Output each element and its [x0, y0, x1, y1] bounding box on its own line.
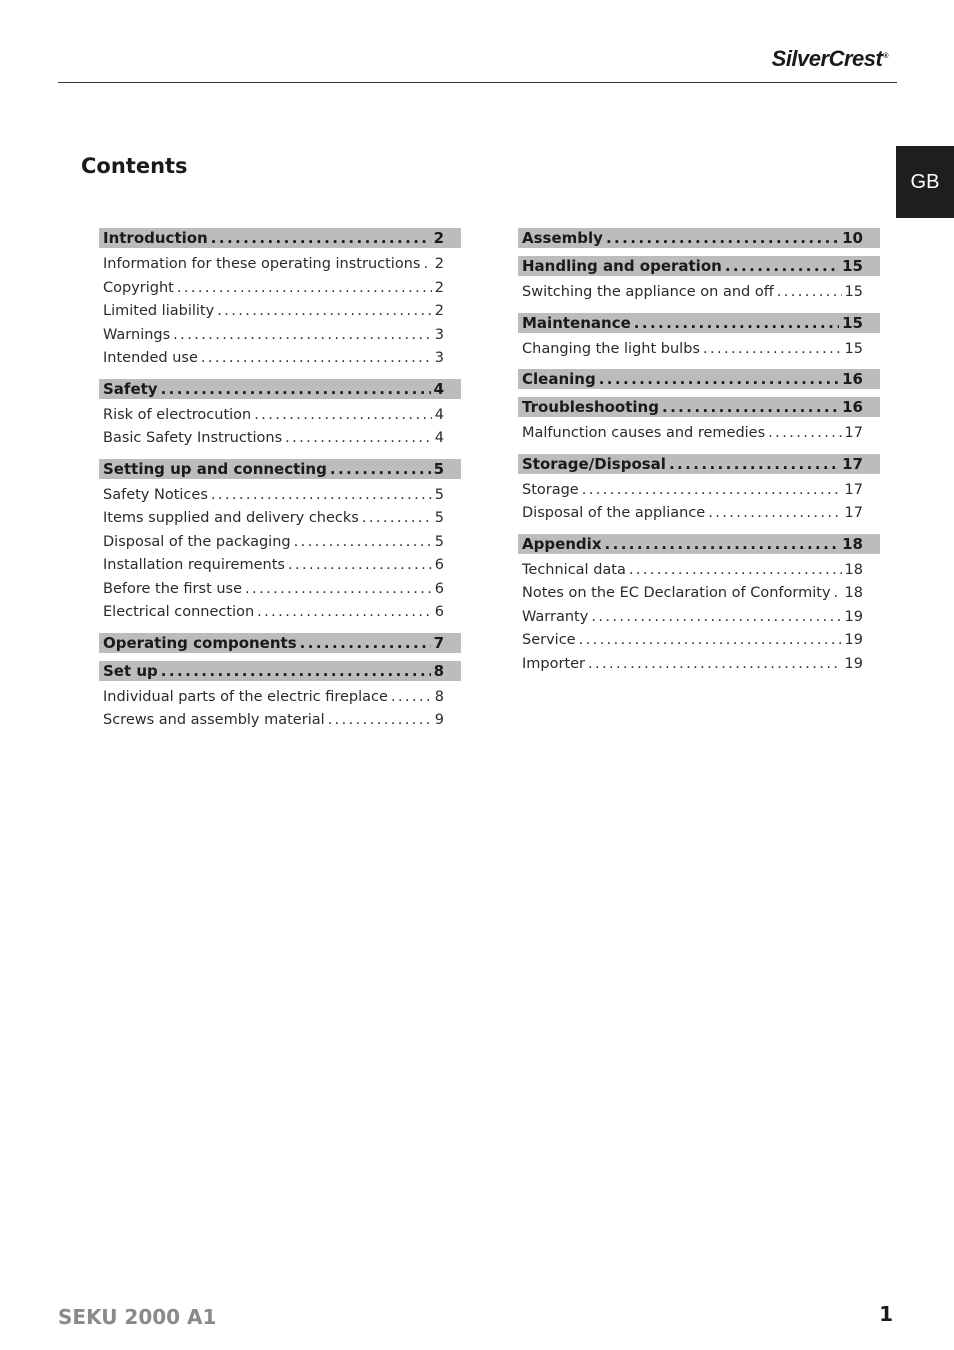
toc-entry-label: Intended use: [103, 350, 198, 366]
toc-section-cleaning: [518, 369, 880, 389]
toc-entry-label: Safety Notices: [103, 486, 208, 503]
footer-page-number: 1: [879, 1302, 893, 1326]
toc-entry-label: Copyright: [103, 279, 174, 296]
dot-leader: [629, 559, 842, 583]
toc-section-page: 15: [842, 257, 863, 275]
toc-section-heading[interactable]: [99, 228, 461, 248]
toc-entry-label: Warranty: [522, 608, 589, 625]
dot-leader: [211, 228, 431, 248]
toc-section-heading[interactable]: [518, 369, 880, 389]
toc-section-setting-up-and-connecting: [99, 459, 461, 625]
toc-entry[interactable]: [518, 338, 880, 362]
header-divider: [58, 82, 897, 83]
toc-section-page: 16: [842, 398, 863, 416]
toc-section-page: 18: [842, 534, 863, 553]
toc-entry-page: 9: [434, 712, 444, 728]
toc-section-page: 7: [433, 633, 444, 652]
toc-entry-label: Basic Safety Instructions: [103, 430, 283, 446]
toc-section-title: Set up: [103, 661, 158, 680]
toc-entry-label: Disposal of the packaging: [103, 533, 291, 550]
toc-entry[interactable]: [518, 281, 880, 305]
toc-entry-page: 17: [844, 425, 863, 441]
dot-leader: [294, 531, 432, 555]
dot-leader: [582, 479, 842, 503]
toc-entry-page: 17: [844, 481, 863, 498]
toc-entry-label: Screws and assembly material: [103, 712, 325, 728]
toc-entry-page: 19: [844, 608, 863, 625]
brand-logo: [772, 46, 888, 72]
toc-section-heading[interactable]: [518, 397, 880, 417]
toc-entry-label: Information for these operating instructions: [103, 256, 421, 272]
toc-section-title: Setting up and connecting: [103, 459, 327, 478]
toc-entry[interactable]: [99, 347, 461, 371]
dot-leader: [599, 369, 839, 389]
toc-entry[interactable]: [99, 507, 461, 531]
toc-entry-label: Malfunction causes and remedies: [522, 425, 766, 441]
toc-entry-page: 19: [844, 655, 863, 672]
toc-entry[interactable]: [99, 578, 461, 602]
toc-entry-page: 3: [434, 326, 444, 343]
toc-section-page: 10: [842, 229, 863, 247]
toc-entry-label: Switching the appliance on and off: [522, 284, 774, 300]
toc-entry[interactable]: [99, 484, 461, 508]
toc-entry-label: Installation requirements: [103, 557, 285, 573]
toc-entry-page: 18: [844, 561, 863, 578]
toc-entry-page: 2: [434, 303, 444, 319]
toc-entry-label: Warnings: [103, 326, 171, 343]
toc-entry[interactable]: [518, 653, 880, 677]
toc-entry-label: Service: [522, 632, 576, 648]
toc-entry-label: Risk of electrocution: [103, 406, 252, 423]
toc-entry[interactable]: [518, 502, 880, 526]
toc-entry-page: 19: [844, 632, 863, 648]
toc-entry-label: Technical data: [522, 561, 626, 578]
toc-entry-page: 4: [434, 406, 444, 423]
footer-model-name: SEKU 2000 A1: [58, 1305, 217, 1329]
dot-leader: [300, 633, 431, 653]
toc-entry-page: 6: [434, 604, 444, 620]
toc-section-title: Introduction: [103, 229, 208, 247]
dot-leader: [777, 281, 842, 305]
toc-entry-page: 18: [844, 585, 863, 601]
toc-entry[interactable]: [99, 324, 461, 348]
dot-leader: [245, 578, 432, 602]
toc-section-page: 5: [433, 459, 444, 478]
toc-section-heading[interactable]: [518, 454, 880, 474]
dot-leader: [330, 459, 431, 479]
toc-section-storage-disposal: [518, 454, 880, 526]
toc-entry-page: 15: [844, 284, 863, 300]
toc-section-maintenance: [518, 313, 880, 362]
dot-leader: [161, 661, 431, 681]
dot-leader: [606, 228, 839, 248]
toc-entry[interactable]: [99, 601, 461, 625]
dot-leader: [173, 324, 432, 348]
dot-leader: [285, 427, 432, 451]
toc-entry[interactable]: [99, 686, 461, 710]
toc-entry-page: 5: [434, 533, 444, 550]
toc-section-title: Maintenance: [522, 313, 631, 332]
toc-section-page: 17: [842, 454, 863, 473]
toc-entry-page: 4: [434, 430, 444, 446]
dot-leader: [634, 313, 839, 333]
toc-entry-label: Importer: [522, 655, 586, 672]
toc-section-page: 4: [433, 379, 444, 398]
toc-entry[interactable]: [99, 404, 461, 428]
toc-section-title: Safety: [103, 379, 158, 398]
toc-entry[interactable]: [99, 253, 461, 277]
toc-entry-page: 5: [434, 510, 444, 526]
toc-entry-page: 5: [434, 486, 444, 503]
toc-entry[interactable]: [518, 422, 880, 446]
toc-section-assembly: [518, 228, 880, 248]
toc-section-safety: [99, 379, 461, 451]
toc-section-heading[interactable]: [518, 256, 880, 276]
dot-leader: [605, 534, 840, 554]
dot-leader: [725, 256, 839, 276]
toc-section-heading[interactable]: [99, 661, 461, 681]
toc-column-left: [99, 228, 461, 741]
toc-entry-label: Changing the light bulbs: [522, 340, 700, 357]
toc-entry[interactable]: [518, 582, 880, 606]
dot-leader: [662, 397, 839, 417]
dot-leader: [288, 554, 432, 578]
toc-entry-label: Individual parts of the electric fireplace: [103, 688, 388, 705]
toc-entry-page: 6: [434, 557, 444, 573]
dot-leader: [177, 277, 432, 301]
toc-entry[interactable]: [99, 427, 461, 451]
toc-entry-label: Disposal of the appliance: [522, 505, 706, 521]
toc-entry[interactable]: [99, 709, 461, 733]
dot-leader: [211, 484, 432, 508]
toc-entry-page: 15: [844, 340, 863, 357]
dot-leader: [669, 454, 839, 474]
toc-entry-page: 8: [434, 688, 444, 705]
registered-mark: ®: [883, 52, 888, 60]
page-title: Contents: [81, 154, 188, 178]
toc-entry-page: 6: [434, 580, 444, 597]
toc-section-title: Operating components: [103, 633, 297, 652]
dot-leader: [579, 629, 842, 653]
toc-entry-label: Notes on the EC Declaration of Conformity: [522, 585, 831, 601]
dot-leader: [423, 253, 431, 277]
toc-section-heading[interactable]: [99, 459, 461, 479]
dot-leader: [703, 338, 842, 362]
dot-leader: [328, 709, 432, 733]
toc-entry-label: Storage: [522, 481, 579, 498]
toc-section-title: Appendix: [522, 534, 602, 553]
brand-name: SilverCrest: [771, 46, 883, 71]
toc-entry-page: 2: [434, 256, 444, 272]
dot-leader: [201, 347, 432, 371]
toc-section-heading[interactable]: [518, 313, 880, 333]
toc-section-title: Troubleshooting: [522, 398, 659, 416]
toc-entry-page: 17: [844, 505, 863, 521]
language-tab: GB: [896, 146, 954, 218]
toc-section-page: 2: [433, 229, 444, 247]
toc-section-appendix: [518, 534, 880, 677]
toc-section-operating-components: [99, 633, 461, 653]
toc-section-handling-and-operation: [518, 256, 880, 305]
dot-leader: [708, 502, 841, 526]
toc-entry-label: Electrical connection: [103, 604, 255, 620]
toc-section-heading[interactable]: [518, 534, 880, 554]
toc-section-heading[interactable]: [518, 228, 880, 248]
dot-leader: [257, 601, 432, 625]
toc-entry[interactable]: [518, 559, 880, 583]
dot-leader: [254, 404, 432, 428]
dot-leader: [591, 606, 841, 630]
dot-leader: [217, 300, 432, 324]
toc-section-page: 15: [842, 313, 863, 332]
dot-leader: [362, 507, 432, 531]
toc-section-heading[interactable]: [99, 379, 461, 399]
toc-entry-page: 3: [434, 350, 444, 366]
toc-section-heading[interactable]: [99, 633, 461, 653]
toc-entry-label: Limited liability: [103, 303, 215, 319]
toc-section-title: Handling and operation: [522, 257, 722, 275]
dot-leader: [834, 582, 842, 606]
dot-leader: [161, 379, 431, 399]
toc-section-set-up: [99, 661, 461, 733]
toc-entry[interactable]: [518, 479, 880, 503]
dot-leader: [391, 686, 432, 710]
toc-section-troubleshooting: [518, 397, 880, 446]
toc-section-title: Cleaning: [522, 370, 596, 388]
dot-leader: [588, 653, 842, 677]
toc-entry-label: Before the first use: [103, 580, 243, 597]
toc-column-right: [518, 228, 880, 684]
toc-entry[interactable]: [99, 277, 461, 301]
toc-entry[interactable]: [99, 531, 461, 555]
toc-section-introduction: [99, 228, 461, 371]
toc-entry[interactable]: [99, 300, 461, 324]
toc-entry-page: 2: [434, 279, 444, 296]
toc-section-title: Storage/Disposal: [522, 454, 666, 473]
toc-entry[interactable]: [518, 629, 880, 653]
toc-entry-label: Items supplied and delivery checks: [103, 510, 359, 526]
toc-section-title: Assembly: [522, 229, 603, 247]
toc-entry[interactable]: [99, 554, 461, 578]
dot-leader: [768, 422, 841, 446]
toc-entry[interactable]: [518, 606, 880, 630]
toc-section-page: 8: [433, 661, 444, 680]
toc-section-page: 16: [842, 370, 863, 388]
